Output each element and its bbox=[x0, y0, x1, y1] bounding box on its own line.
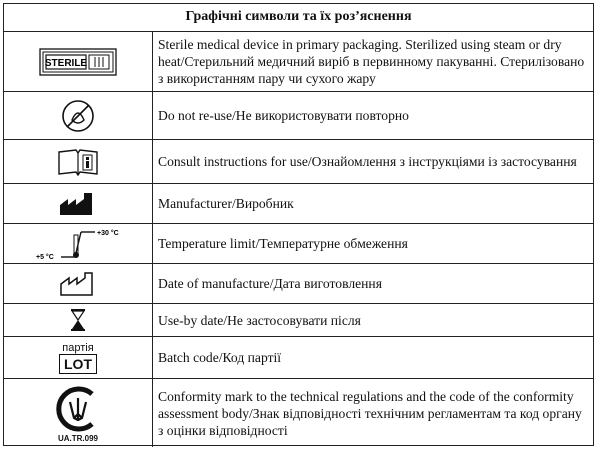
table-row bbox=[4, 303, 593, 336]
row-description: Temperature limit/Температурне обмеження bbox=[158, 236, 408, 251]
mark-code: UA.TR.099 bbox=[57, 433, 98, 443]
icon-cell bbox=[4, 184, 153, 223]
icon-cell bbox=[4, 264, 153, 303]
sterile-label: STERILE bbox=[44, 57, 88, 69]
table-row bbox=[4, 91, 593, 139]
icon-cell bbox=[4, 140, 153, 183]
lower-temp-label: +5 °C bbox=[36, 253, 54, 261]
table-row bbox=[4, 223, 593, 263]
lot-box-label: LOT bbox=[59, 354, 97, 374]
icon-cell bbox=[4, 32, 153, 91]
sterile-steam-icon bbox=[39, 47, 117, 77]
table-title: Графічні символи та їх роз’яснення bbox=[185, 9, 412, 24]
symbols-table bbox=[3, 3, 594, 446]
row-description: Sterile medical device in primary packaging. Sterilized using steam or dry heat/Стерильний медичний виріб в первинному пакуванні. Стерилізовано з використанням пару чи сухого жару bbox=[158, 37, 585, 86]
table-row bbox=[4, 378, 593, 447]
icon-cell bbox=[4, 224, 153, 263]
table-header-row bbox=[4, 4, 593, 31]
date-of-manufacture-icon bbox=[58, 270, 98, 298]
row-description: Use-by date/Не застосовувати після bbox=[158, 312, 361, 328]
upper-temp-label: +30 °C bbox=[97, 229, 119, 237]
row-description: Batch code/Код партії bbox=[158, 350, 282, 365]
lot-top-label: партія bbox=[62, 341, 94, 354]
table-row bbox=[4, 31, 593, 91]
icon-cell bbox=[4, 337, 153, 378]
table-row bbox=[4, 336, 593, 378]
manufacturer-icon bbox=[58, 191, 98, 217]
row-description: Date of manufacture/Дата виготовлення bbox=[158, 276, 382, 291]
table-row bbox=[4, 183, 593, 223]
consult-instructions-icon bbox=[56, 147, 100, 177]
table-row bbox=[4, 263, 593, 303]
use-by-date-icon bbox=[68, 307, 88, 333]
icon-cell bbox=[4, 379, 153, 447]
temperature-limit-icon bbox=[33, 227, 123, 261]
table-row bbox=[4, 139, 593, 183]
trident-mark-icon bbox=[52, 384, 104, 434]
icon-cell bbox=[4, 304, 153, 336]
do-not-reuse-icon bbox=[60, 98, 96, 134]
row-description: Manufacturer/Виробник bbox=[158, 196, 294, 211]
icon-cell bbox=[4, 92, 153, 139]
ua-conformity-mark-icon bbox=[52, 384, 104, 443]
row-description: Conformity mark to the technical regulations and the code of the conformity assessment body/Знак відповідності технічним регламентам та код органу з оцінки відповідності bbox=[158, 388, 582, 438]
lot-icon bbox=[59, 342, 97, 374]
row-description: Consult instructions for use/Ознайомлення з інструкціями із застосування bbox=[158, 154, 577, 169]
row-description: Do not re-use/Не використовувати повторно bbox=[158, 108, 409, 123]
